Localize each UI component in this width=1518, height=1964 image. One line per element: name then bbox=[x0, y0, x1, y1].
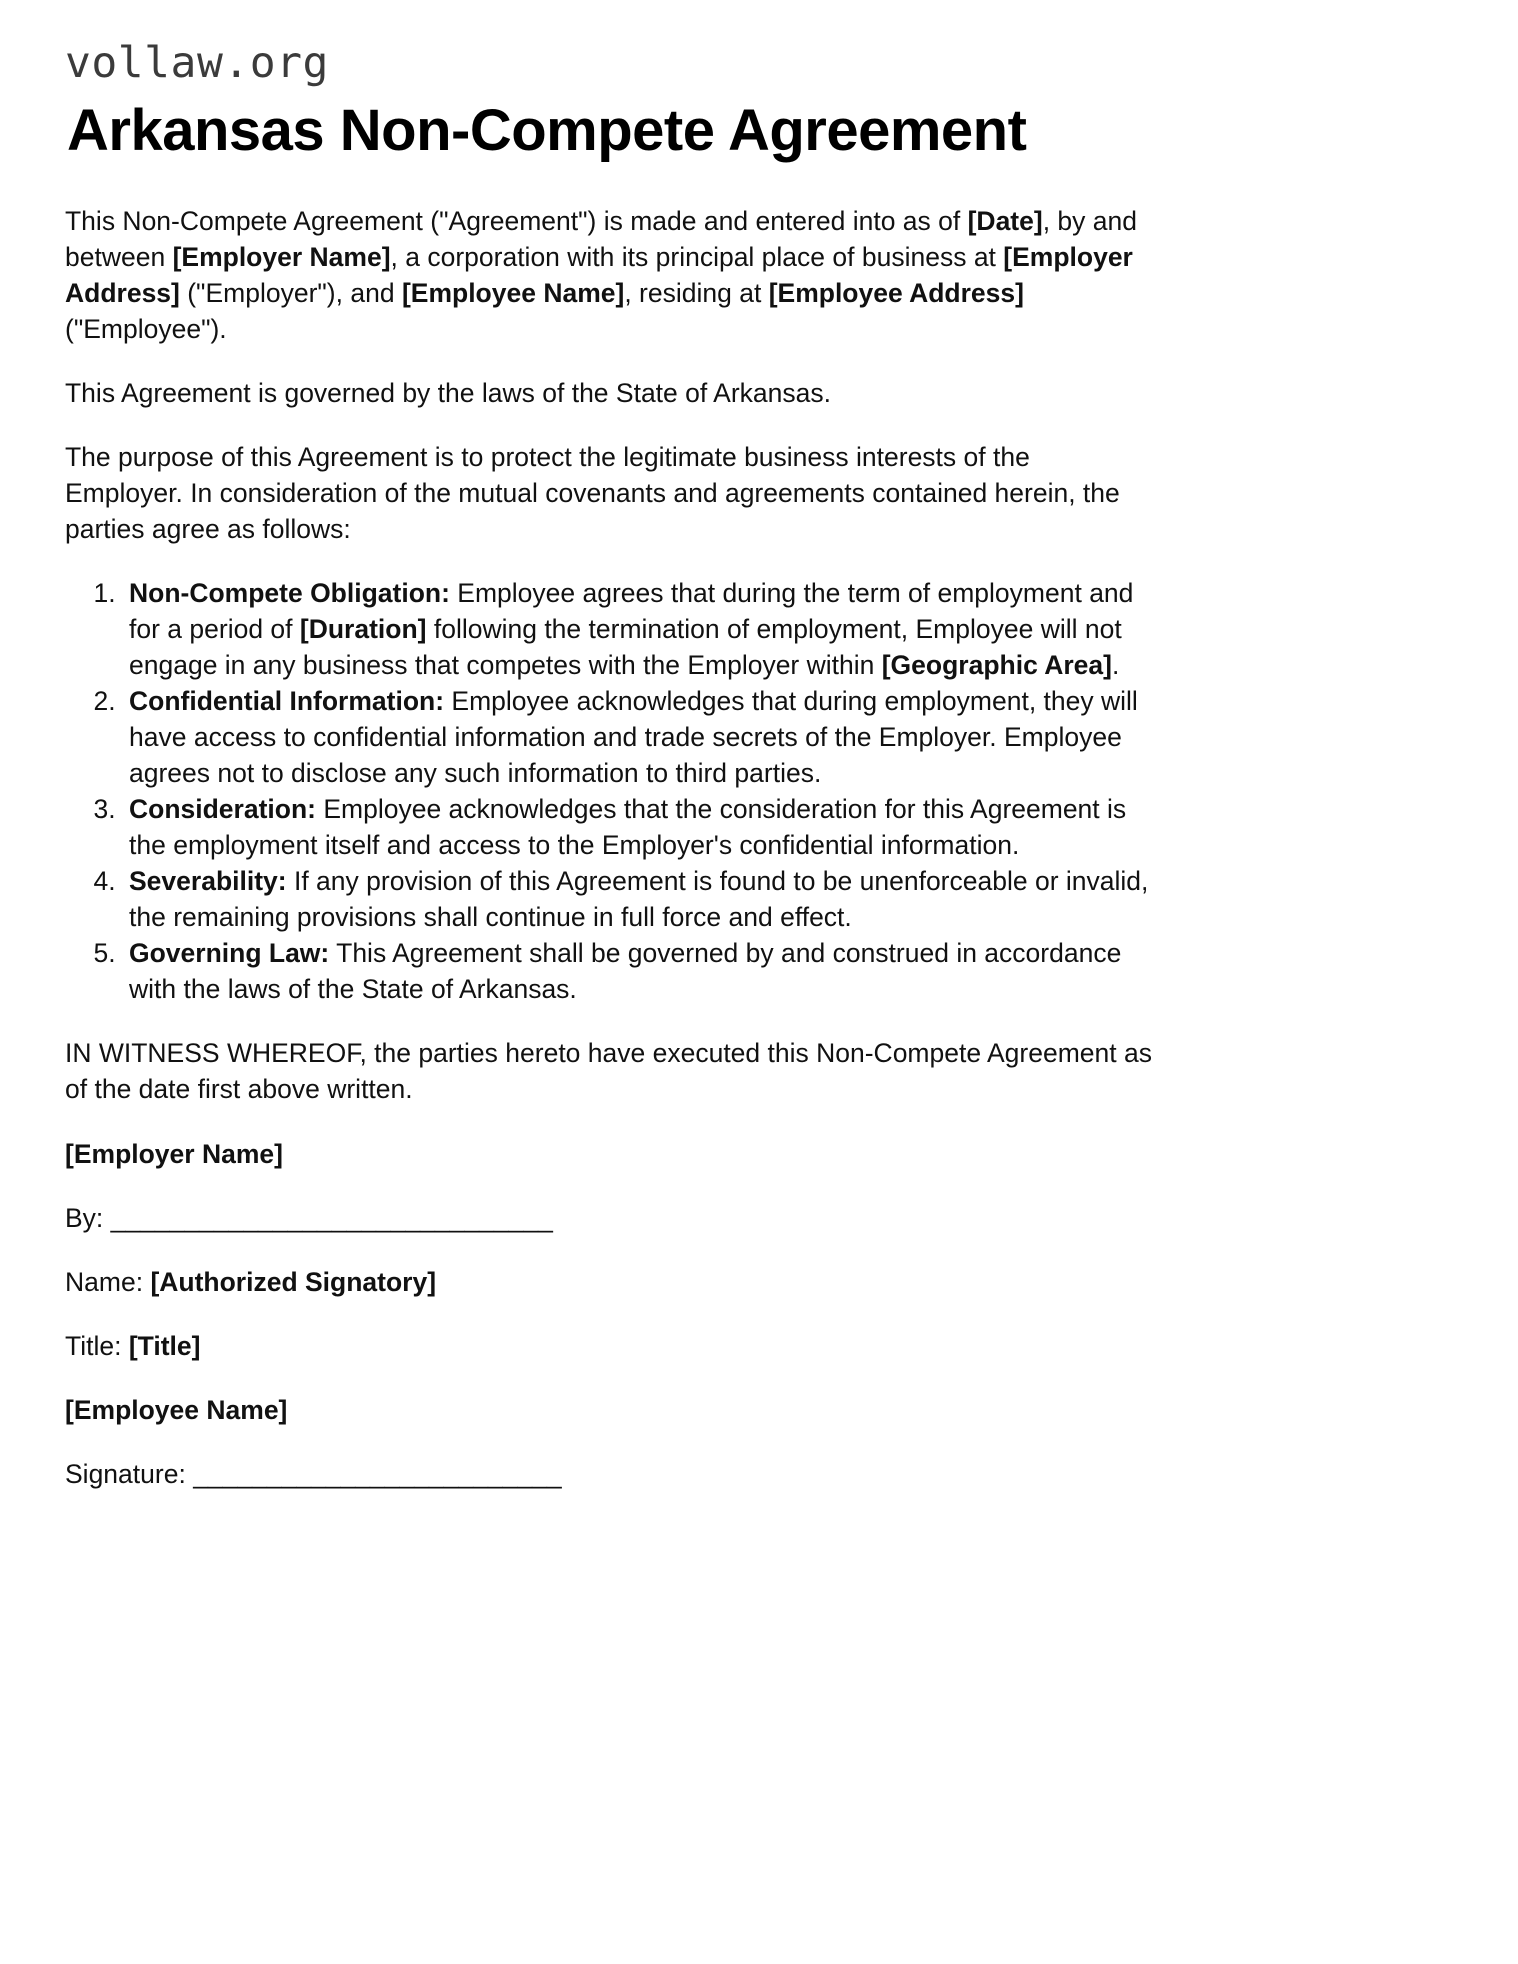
clause-heading: Severability: bbox=[129, 866, 287, 897]
clause-item bbox=[123, 575, 1155, 683]
employer-name-line bbox=[65, 1264, 1155, 1300]
employer-address-placeholder: [Employer Address] bbox=[65, 241, 1133, 308]
clause-heading: Consideration: bbox=[129, 794, 316, 825]
employer-title-line bbox=[65, 1328, 1155, 1364]
date-placeholder: [Date] bbox=[967, 205, 1043, 236]
signature-label: Signature: bbox=[65, 1458, 186, 1489]
clause-heading: Governing Law: bbox=[129, 938, 330, 969]
clause-text-after: . bbox=[1111, 650, 1120, 681]
clause-placeholder-1: [Duration] bbox=[299, 614, 427, 645]
title-placeholder: [Title] bbox=[128, 1330, 201, 1361]
governing-law-sentence: This Agreement is governed by the laws of the State of Arkansas. bbox=[65, 377, 831, 408]
by-label: By: bbox=[65, 1202, 104, 1233]
intro-text-part6: ("Employee"). bbox=[65, 313, 227, 344]
clause-list bbox=[65, 575, 1155, 1007]
employee-address-placeholder: [Employee Address] bbox=[768, 277, 1024, 308]
clause-text-before: Employee agrees that during the term of employment and for a period of bbox=[129, 578, 1134, 645]
authorized-signatory-placeholder: [Authorized Signatory] bbox=[150, 1266, 437, 1297]
intro-paragraph bbox=[65, 203, 1155, 347]
purpose-paragraph: The purpose of this Agreement is to protect the legitimate business interests of the Employer. In consideration of the mutual covenants and agreements contained herein, the parties agree as follows: bbox=[65, 441, 1120, 545]
witness-clause: IN WITNESS WHEREOF, the parties hereto have executed this Non-Compete Agreement as of the date first above written. bbox=[65, 1038, 1152, 1105]
employee-signature-rule: _________________________ bbox=[193, 1458, 562, 1489]
site-logo: vollaw.org bbox=[65, 38, 329, 88]
by-signature-rule: ______________________________ bbox=[110, 1202, 553, 1233]
document-body bbox=[65, 203, 1155, 1850]
clause-heading: Non-Compete Obligation: bbox=[129, 578, 450, 609]
employer-by-line bbox=[65, 1200, 1155, 1236]
clause-text-before: Employee acknowledges that during employment, they will have access to confidential information and trade secrets of the Employer. Employee agrees not to disclose any such information to third parties. bbox=[129, 686, 1138, 789]
clause-item bbox=[123, 683, 1155, 791]
employee-signature-heading: [Employee Name] bbox=[65, 1394, 288, 1425]
page-title: Arkansas Non-Compete Agreement bbox=[67, 98, 1027, 163]
title-label: Title: bbox=[65, 1330, 122, 1361]
name-label: Name: bbox=[65, 1266, 144, 1297]
clause-item bbox=[123, 863, 1155, 935]
clause-item bbox=[123, 935, 1155, 1007]
clause-text-before: Employee acknowledges that the consideration for this Agreement is the employment itself and access to the Employer's confidential information. bbox=[129, 794, 1127, 861]
employer-name-placeholder: [Employer Name] bbox=[172, 241, 391, 272]
clause-item bbox=[123, 791, 1155, 863]
intro-text-part4: ("Employer"), and bbox=[179, 277, 402, 308]
clause-heading: Confidential Information: bbox=[129, 686, 445, 717]
clause-placeholder-2: [Geographic Area] bbox=[881, 650, 1112, 681]
intro-text-part5: , residing at bbox=[624, 277, 769, 308]
employee-name-placeholder: [Employee Name] bbox=[401, 277, 625, 308]
intro-text-part1: This Non-Compete Agreement ("Agreement") is made and entered into as of bbox=[65, 205, 968, 236]
intro-text-part3: , a corporation with its principal place of business at bbox=[390, 241, 1004, 272]
clause-text-before: If any provision of this Agreement is found to be unenforceable or invalid, the remaining provisions shall continue in full force and effect. bbox=[129, 866, 1149, 933]
intro-text-part2: , by and between bbox=[65, 205, 1137, 272]
employer-signature-heading: [Employer Name] bbox=[65, 1138, 283, 1169]
signature-block bbox=[65, 1136, 1155, 1492]
clause-text-before: This Agreement shall be governed by and construed in accordance with the laws of the State of Arkansas. bbox=[129, 938, 1122, 1005]
clause-text-middle: following the termination of employment, Employee will not engage in any business that competes with the Employer within bbox=[129, 614, 1122, 681]
page-bottom-whitespace bbox=[65, 1520, 1155, 1850]
employee-signature-line bbox=[65, 1456, 1155, 1492]
